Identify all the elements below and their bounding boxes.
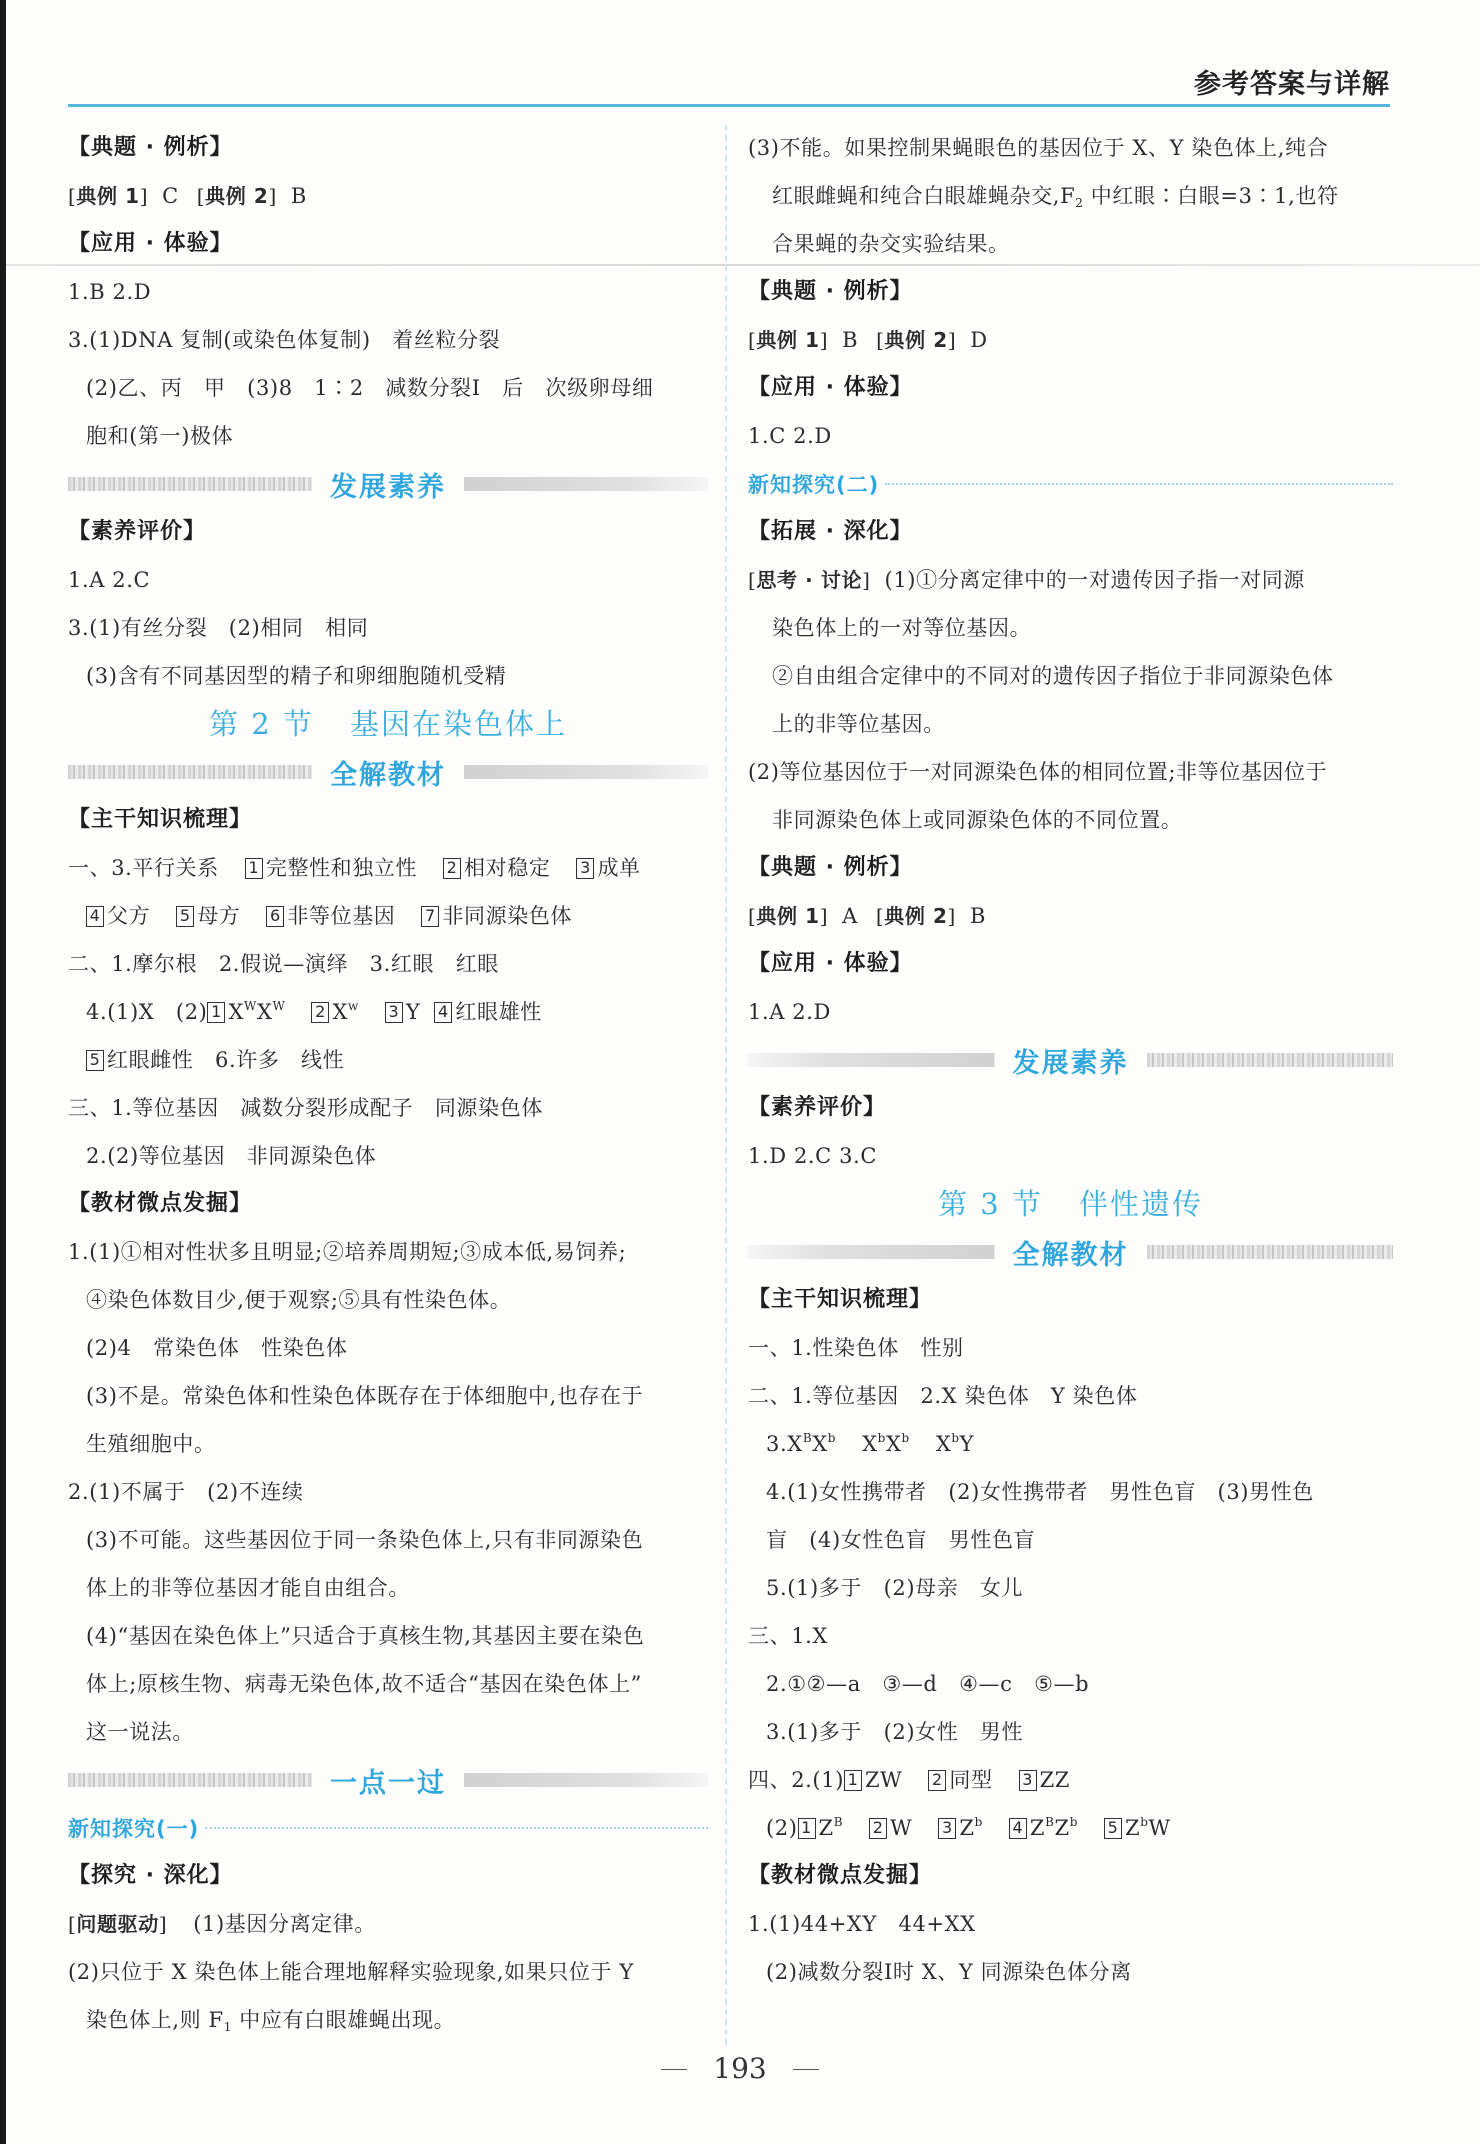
answer-text: 3.	[766, 1432, 788, 1456]
numbered-box: 5	[86, 1050, 104, 1071]
numbered-box: 3	[1019, 1770, 1037, 1791]
answer-line: 5.(1)多于 (2)母亲 女儿	[766, 1576, 1024, 1600]
banner-bar	[464, 477, 708, 491]
example-label: [ 典例 1 ]	[68, 184, 148, 208]
banner-development	[68, 460, 708, 508]
answer-line: 1.(1)①相对性状多且明显;②培养周期短;③成本低,易饲养;	[68, 1240, 627, 1264]
example-answers	[748, 316, 1393, 364]
answer-line: 这一说法。	[86, 1720, 194, 1744]
dotted-leader	[205, 1827, 708, 1829]
answer-line: 一、1.性染色体 性别	[748, 1336, 964, 1360]
numbered-box: 6	[266, 906, 284, 927]
answer-line: 1.D 2.C 3.C	[748, 1144, 878, 1168]
dotted-leader	[885, 483, 1393, 485]
chapter-title	[68, 700, 708, 748]
answer-text: 母方	[197, 904, 241, 928]
answer-line	[748, 1756, 1393, 1804]
answer-text: 中应有白眼雄蝇出现。	[231, 2008, 456, 2032]
answer-line	[748, 556, 1393, 604]
answer-text: (2)	[766, 1816, 798, 1840]
answer-text: 相对稳定	[464, 856, 551, 880]
answer-line: ④染色体数目少,便于观察;⑤具有性染色体。	[86, 1288, 512, 1312]
numbered-box: 3	[938, 1818, 956, 1839]
numbered-box: 1	[207, 1002, 225, 1023]
answer-line: 1.C 2.D	[748, 424, 832, 448]
example-answer: C	[162, 184, 179, 208]
allele-superscript: W	[272, 999, 286, 1013]
answer-line: 3.(1)多于 (2)女性 男性	[766, 1720, 1024, 1744]
answer-text: 红眼雌性 6.许多 线性	[107, 1048, 345, 1072]
answer-text: 同型	[949, 1768, 993, 1792]
example-answers	[68, 172, 708, 220]
answer-line: 1.A 2.D	[748, 1000, 831, 1024]
numbered-box: 3	[385, 1002, 403, 1023]
chromosome-symbol: X	[332, 1000, 349, 1024]
numbered-box: 2	[928, 1770, 946, 1791]
chromosome-symbol: Z	[1054, 1816, 1070, 1840]
numbered-box: 5	[176, 906, 194, 927]
example-answer: B	[842, 328, 859, 352]
example-answer: B	[290, 184, 307, 208]
section-heading: 【拓展 · 深化】	[748, 519, 913, 544]
numbered-box: 1	[245, 858, 263, 879]
banner-point-by-point	[68, 1756, 708, 1804]
example-answer: B	[969, 904, 986, 928]
answer-text: 非同源染色体	[442, 904, 573, 928]
dash-decoration	[793, 2069, 819, 2070]
section-heading: 【应用 · 体验】	[748, 951, 913, 976]
banner-full-textbook	[68, 748, 708, 796]
banner-development	[748, 1036, 1393, 1084]
answer-text: ZW	[864, 1768, 903, 1792]
answer-line: 3.(1)有丝分裂 (2)相同 相同	[68, 616, 369, 640]
numbered-box: 1	[798, 1818, 816, 1839]
answer-line: 合果蝇的杂交实验结果。	[772, 232, 1010, 256]
answer-line: (3)不能。如果控制果蝇眼色的基因位于 X、Y 染色体上,纯合	[748, 136, 1329, 160]
answer-line	[68, 1996, 708, 2044]
answer-line	[748, 1420, 1393, 1468]
answer-line: (4)“基因在染色体上”只适合于真核生物,其基因主要在染色	[86, 1624, 645, 1648]
example-label: [ 典例 2 ]	[876, 328, 956, 352]
banner-bar	[1147, 1245, 1394, 1259]
numbered-box: 1	[844, 1770, 862, 1791]
chromosome-symbol: W	[890, 1816, 913, 1840]
answer-line: 三、1.X	[748, 1624, 828, 1648]
chromosome-symbol: W	[1148, 1816, 1171, 1840]
answer-line: 4.(1)女性携带者 (2)女性携带者 男性色盲 (3)男性色	[766, 1480, 1314, 1504]
generation-subscript: 1	[223, 2020, 232, 2034]
answer-text: 一、3.平行关系	[68, 856, 219, 880]
answer-line: 3.(1)DNA 复制(或染色体复制) 着丝粒分裂	[68, 328, 501, 352]
answer-line: (2)乙、丙 甲 (3)8 1∶2 减数分裂Ⅰ 后 次级卵母细	[86, 376, 654, 400]
allele-superscript: W	[244, 999, 257, 1013]
numbered-box: 7	[421, 906, 439, 927]
banner-full-textbook	[748, 1228, 1393, 1276]
banner-label: 全解教材	[1012, 1239, 1129, 1271]
banner-label: 发展素养	[1012, 1047, 1129, 1079]
allele-superscript: w	[348, 999, 359, 1013]
allele-superscript: b	[901, 1431, 910, 1445]
section-heading: 【应用 · 体验】	[748, 375, 913, 400]
subheading-new-knowledge-1	[68, 1804, 708, 1852]
page-left-edge	[0, 0, 6, 2144]
allele-superscript: B	[833, 1815, 844, 1829]
subheading-label: 新知探究(一)	[68, 1817, 200, 1841]
answer-line	[68, 1900, 708, 1948]
allele-superscript: b	[1069, 1815, 1078, 1829]
banner-bar	[464, 1773, 708, 1787]
chromosome-symbol: X	[228, 1000, 245, 1024]
answer-text: ZZ	[1039, 1768, 1070, 1792]
numbered-box: 2	[311, 1002, 329, 1023]
allele-superscript: B	[1045, 1815, 1055, 1829]
allele-superscript: b	[1140, 1815, 1149, 1829]
allele-superscript: B	[802, 1431, 813, 1445]
banner-bar	[1147, 1053, 1394, 1067]
answer-line: 体上;原核生物、病毒无染色体,故不适合“基因在染色体上”	[86, 1672, 643, 1696]
example-answer: D	[970, 328, 988, 352]
allele-superscript: b	[827, 1431, 837, 1445]
subheading-new-knowledge-2	[748, 460, 1393, 508]
answer-line: 三、1.等位基因 减数分裂形成配子 同源染色体	[68, 1096, 543, 1120]
answer-line	[748, 1804, 1393, 1852]
answer-line: 生殖细胞中。	[86, 1432, 216, 1456]
answer-text: 红眼雌蝇和纯合白眼雄蝇杂交,F	[772, 184, 1076, 208]
example-answers	[748, 892, 1393, 940]
answer-text: (1)①分离定律中的一对遗传因子指一对同源	[884, 568, 1305, 592]
banner-bar	[464, 765, 708, 779]
answer-line: 体上的非等位基因才能自由组合。	[86, 1576, 410, 1600]
numbered-box: 4	[434, 1002, 452, 1023]
answer-line: ②自由组合定律中的不同对的遗传因子指位于非同源染色体	[772, 664, 1334, 688]
chromosome-symbol: X	[256, 1000, 273, 1024]
dash-decoration	[661, 2069, 687, 2070]
chromosome-symbol: X	[787, 1432, 803, 1456]
answer-text: 成单	[597, 856, 641, 880]
example-answer: A	[842, 904, 858, 928]
chromosome-symbol: X	[885, 1432, 902, 1456]
section-heading: 【主干知识梳理】	[748, 1287, 933, 1312]
answer-text: (1)基因分离定律。	[193, 1912, 376, 1936]
answer-line: (2)4 常染色体 性染色体	[86, 1336, 348, 1360]
banner-bar	[748, 1053, 995, 1067]
banner-label: 发展素养	[330, 471, 446, 503]
answer-line	[748, 172, 1393, 220]
answer-line: 2.(1)不属于 (2)不连续	[68, 1480, 304, 1504]
banner-bar	[748, 1245, 995, 1259]
answer-line: 二、1.摩尔根 2.假说—演绎 3.红眼 红眼	[68, 952, 499, 976]
answer-line	[68, 892, 708, 940]
banner-bar	[68, 765, 312, 779]
chapter-number: 第 2 节	[209, 707, 314, 741]
answer-line: 胞和(第一)极体	[86, 424, 234, 448]
right-column	[748, 124, 1393, 1996]
answer-line: 2.①②—a ③—d ④—c ⑤—b	[766, 1672, 1090, 1696]
section-heading: 【应用 · 体验】	[68, 231, 233, 256]
answer-line: 二、1.等位基因 2.X 染色体 Y 染色体	[748, 1384, 1138, 1408]
answer-text: 完整性和独立性	[265, 856, 418, 880]
answer-line: (2)减数分裂Ⅰ时 X、Y 同源染色体分离	[766, 1960, 1132, 1984]
chromosome-symbol: Y	[959, 1432, 975, 1456]
answer-line: 2.(2)等位基因 非同源染色体	[86, 1144, 377, 1168]
banner-label: 一点一过	[330, 1767, 446, 1799]
banner-label: 全解教材	[330, 759, 446, 791]
page-number-value: 193	[713, 2052, 767, 2085]
section-heading: 【素养评价】	[68, 519, 207, 544]
example-label: [ 典例 2 ]	[876, 904, 956, 928]
section-heading: 【探究 · 深化】	[68, 1863, 233, 1888]
section-heading: 【教材微点发掘】	[68, 1191, 253, 1216]
numbered-box: 5	[1104, 1818, 1122, 1839]
example-label: [ 典例 1 ]	[748, 904, 828, 928]
answer-line: (3)不可能。这些基因位于同一条染色体上,只有非同源染色	[86, 1528, 644, 1552]
allele-superscript: b	[877, 1431, 886, 1445]
answer-line: 染色体上的一对等位基因。	[772, 616, 1032, 640]
generation-subscript: 2	[1075, 196, 1084, 210]
numbered-box: 2	[869, 1818, 887, 1839]
section-heading: 【素养评价】	[748, 1095, 887, 1120]
answer-text: 红眼雄性	[455, 1000, 542, 1024]
example-label: [ 典例 1 ]	[748, 328, 828, 352]
banner-bar	[68, 1773, 312, 1787]
numbered-box: 4	[1009, 1818, 1027, 1839]
section-heading: 【典题 · 例析】	[748, 279, 913, 304]
allele-superscript: b	[951, 1431, 960, 1445]
example-label: [ 典例 2 ]	[197, 184, 277, 208]
answer-line: (2)等位基因位于一对同源染色体的相同位置;非等位基因位于	[748, 760, 1328, 784]
numbered-box: 4	[86, 906, 104, 927]
answer-text: 非等位基因	[287, 904, 396, 928]
chromosome-symbol: X	[862, 1432, 878, 1456]
answer-line: 1.B 2.D	[68, 280, 152, 304]
answer-text: 父方	[107, 904, 151, 928]
answer-text: 染色体上,则 F	[86, 2008, 224, 2032]
answer-line: 盲 (4)女性色盲 男性色盲	[766, 1528, 1036, 1552]
chapter-name: 基因在染色体上	[349, 707, 567, 741]
allele-superscript: b	[974, 1815, 983, 1829]
chapter-name: 伴性遗传	[1078, 1187, 1203, 1221]
page-number	[0, 2052, 1480, 2085]
answer-line: 上的非等位基因。	[772, 712, 945, 736]
header-rule	[68, 104, 1390, 107]
chromosome-symbol: Z	[959, 1816, 975, 1840]
question-label: [ 问题驱动 ]	[68, 1912, 167, 1936]
answer-line	[68, 988, 708, 1036]
answer-line: 1.A 2.C	[68, 568, 151, 592]
answer-text: 四、2.(1)	[748, 1768, 844, 1792]
answer-line: (3)含有不同基因型的精子和卵细胞随机受精	[86, 664, 507, 688]
numbered-box: 3	[576, 858, 594, 879]
answer-line: 1.(1)44+XY 44+XX	[748, 1912, 976, 1936]
chromosome-symbol: Z	[818, 1816, 834, 1840]
chromosome-symbol: X	[935, 1432, 952, 1456]
chromosome-symbol: X	[812, 1432, 828, 1456]
chromosome-symbol: Z	[1029, 1816, 1046, 1840]
answer-line	[68, 844, 708, 892]
banner-bar	[68, 477, 312, 491]
left-column	[68, 124, 708, 2044]
section-heading: 【典题 · 例析】	[68, 135, 233, 160]
chapter-title	[748, 1180, 1393, 1228]
answer-text: 中红眼∶白眼=3∶1,也符	[1083, 184, 1339, 208]
answer-text: 4.(1)X (2)	[86, 1000, 208, 1024]
answer-line	[68, 1036, 708, 1084]
section-heading: 【主干知识梳理】	[68, 807, 253, 832]
column-divider	[725, 125, 727, 2045]
question-label: [ 思考 · 讨论 ]	[748, 568, 871, 592]
answer-line: (3)不是。常染色体和性染色体既存在于体细胞中,也存在于	[86, 1384, 644, 1408]
subheading-label: 新知探究(二)	[748, 473, 880, 497]
chapter-number: 第 3 节	[938, 1187, 1043, 1221]
numbered-box: 2	[443, 858, 461, 879]
answer-text: Y	[405, 1000, 421, 1024]
section-heading: 【教材微点发掘】	[748, 1863, 933, 1888]
section-heading: 【典题 · 例析】	[748, 855, 913, 880]
answer-line: 非同源染色体上或同源染色体的不同位置。	[772, 808, 1183, 832]
page-header-title: 参考答案与详解	[1194, 69, 1390, 100]
answer-line: (2)只位于 X 染色体上能合理地解释实验现象,如果只位于 Y	[68, 1960, 634, 1984]
chromosome-symbol: Z	[1124, 1816, 1141, 1840]
